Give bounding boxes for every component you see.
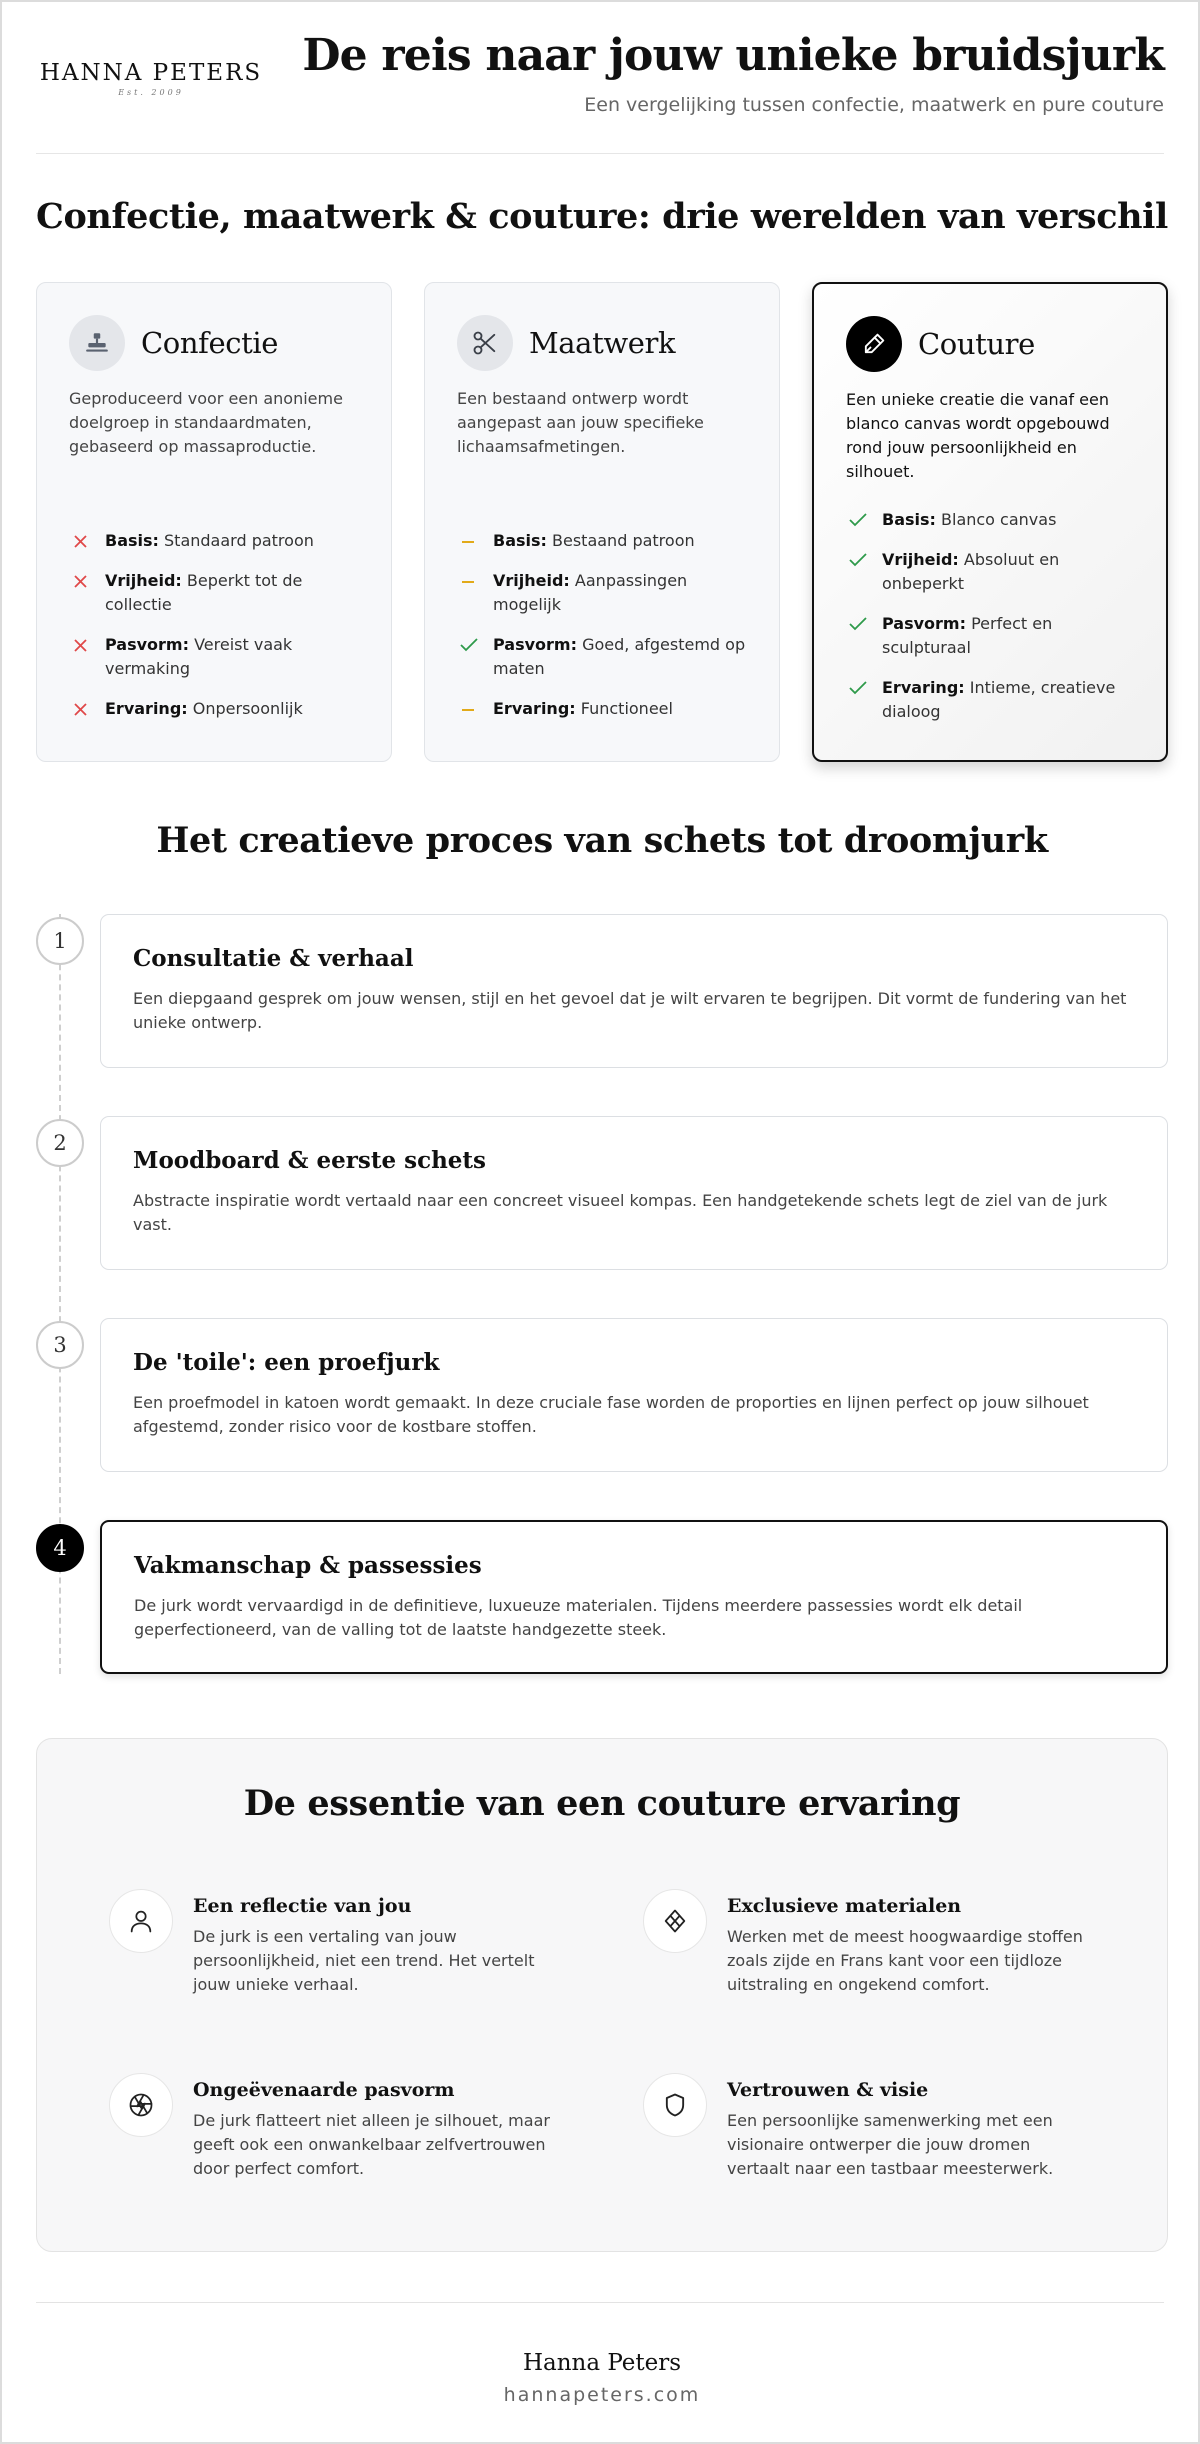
aperture-icon — [109, 2073, 173, 2137]
card-header — [69, 315, 278, 371]
page-title: De reis naar jouw unieke bruidsjurk — [302, 30, 1164, 81]
feature-label: Pasvorm: — [882, 614, 966, 633]
feature-label: Basis: — [493, 531, 547, 550]
step-title: De 'toile': een proefjurk — [133, 1349, 440, 1376]
essence-item-text: De jurk is een vertaling van jouw persoonlijkheid, niet een trend. Het vertelt jouw unieke verhaal. — [193, 1927, 535, 1994]
dash-icon — [457, 529, 481, 553]
check-icon — [846, 676, 870, 700]
feature-label: Vrijheid: — [493, 571, 570, 590]
feature-item — [69, 569, 371, 617]
feature-text: Standaard patroon — [164, 531, 314, 550]
feature-item — [457, 529, 759, 553]
feature-text: Blanco canvas — [941, 510, 1057, 529]
card-description: Geproduceerd voor een anonieme doelgroep in standaardmaten, gebaseerd op massaproductie. — [69, 389, 343, 456]
process-title: Het creatieve proces van schets tot droomjurk — [156, 820, 1048, 861]
step-title: Moodboard & eerste schets — [133, 1147, 487, 1174]
page-subtitle: Een vergelijking tussen confectie, maatwerk en pure couture — [584, 94, 1164, 116]
card-header — [846, 316, 1035, 372]
step-text: Een diepgaand gesprek om jouw wensen, stijl en het gevoel dat je wilt ervaren te begrijpen. Dit vormt de fundering van het unieke ontwerp. — [133, 989, 1127, 1032]
header — [36, 2, 1164, 154]
scissors-icon — [457, 315, 513, 371]
feature-text: Absoluut en onbeperkt — [882, 550, 1060, 593]
card-couture — [812, 282, 1168, 762]
pen-nib-icon — [846, 316, 902, 372]
check-icon — [846, 508, 870, 532]
brand-logo[interactable] — [36, 60, 266, 97]
feature-label: Basis: — [882, 510, 936, 529]
feature-text: Aanpassingen mogelijk — [493, 571, 688, 614]
footer-divider — [36, 2302, 1164, 2303]
feature-item — [846, 508, 1146, 532]
mannequin-stand-icon — [69, 315, 125, 371]
feature-text: Goed, afgestemd op maten — [493, 635, 746, 678]
step-title: Consultatie & verhaal — [133, 945, 414, 972]
feature-item — [69, 633, 371, 681]
step-text: Een proefmodel in katoen wordt gemaakt. In deze cruciale fase worden de proporties en lijnen perfect op jouw silhouet afgestemd, zonder risico voor de kostbare stoffen. — [133, 1393, 1089, 1436]
check-icon — [457, 633, 481, 657]
feature-label: Ervaring: — [882, 678, 965, 697]
footer-brand-name: Hanna Peters — [522, 2350, 682, 2376]
brand-name: HANNA PETERS — [39, 60, 263, 86]
card-title: Maatwerk — [529, 326, 676, 360]
step-number-active: 4 — [36, 1524, 84, 1572]
step-text: Abstracte inspiratie wordt vertaald naar een concreet visueel kompas. Een handgetekende schets legt de ziel van de jurk vast. — [133, 1191, 1108, 1234]
step-card — [100, 1318, 1168, 1472]
card-header — [457, 315, 675, 371]
feature-item — [457, 633, 759, 681]
brand-established: Est. 2009 — [118, 88, 184, 97]
gem-icon — [643, 1889, 707, 1953]
feature-label: Pasvorm: — [105, 635, 189, 654]
essence-title: De essentie van een couture ervaring — [243, 1783, 961, 1824]
card-description: Een unieke creatie die vanaf een blanco canvas wordt opgebouwd rond jouw persoonlijkheid en silhouet. — [846, 390, 1110, 481]
essence-item-title: Ongeëvenaarde pasvorm — [193, 2079, 455, 2101]
essence-item-text: Werken met de meest hoogwaardige stoffen zoals zijde en Frans kant voor een tijdloze uitstraling en ongekend comfort. — [727, 1927, 1083, 1994]
feature-text: Functioneel — [580, 699, 673, 718]
cross-icon — [69, 529, 93, 553]
dash-icon — [457, 569, 481, 593]
feature-item — [69, 529, 371, 553]
step-number: 3 — [36, 1321, 84, 1369]
cross-icon — [69, 697, 93, 721]
feature-list — [457, 529, 759, 737]
feature-text: Intieme, creatieve dialoog — [882, 678, 1116, 721]
feature-list — [846, 508, 1146, 740]
essence-item-title: Vertrouwen & visie — [727, 2079, 929, 2101]
feature-text: Bestaand patroon — [552, 531, 695, 550]
step-number: 1 — [36, 917, 84, 965]
feature-label: Vrijheid: — [882, 550, 959, 569]
feature-text: Vereist vaak vermaking — [105, 635, 293, 678]
feature-list — [69, 529, 371, 737]
essence-item-text: De jurk flatteert niet alleen je silhouet, maar geeft ook een onwankelbaar zelfvertrouwen door perfect comfort. — [193, 2111, 550, 2178]
feature-text: Beperkt tot de collectie — [105, 571, 303, 614]
feature-item — [846, 676, 1146, 724]
feature-label: Vrijheid: — [105, 571, 182, 590]
feature-item — [457, 697, 759, 721]
feature-label: Ervaring: — [493, 699, 576, 718]
card-description: Een bestaand ontwerp wordt aangepast aan jouw specifieke lichaamsafmetingen. — [457, 389, 704, 456]
essence-item-title: Exclusieve materialen — [727, 1895, 962, 1917]
step-number: 2 — [36, 1119, 84, 1167]
feature-item — [846, 548, 1146, 596]
card-title: Couture — [918, 327, 1035, 361]
feature-label: Basis: — [105, 531, 159, 550]
step-text: De jurk wordt vervaardigd in de definitieve, luxueuze materialen. Tijdens meerdere passessies wordt elk detail geperfectioneerd, van de valling tot de laatste handgezette steek. — [134, 1596, 1023, 1639]
footer-website-link[interactable]: hannapeters.com — [503, 2384, 701, 2406]
feature-label: Pasvorm: — [493, 635, 577, 654]
card-title: Confectie — [141, 326, 278, 360]
cross-icon — [69, 633, 93, 657]
check-icon — [846, 548, 870, 572]
shield-icon — [643, 2073, 707, 2137]
comparison-title: Confectie, maatwerk & couture: drie werelden van verschil — [36, 196, 1168, 237]
feature-text: Perfect en sculpturaal — [882, 614, 1053, 657]
step-card-active — [100, 1520, 1168, 1674]
step-title: Vakmanschap & passessies — [134, 1552, 482, 1579]
user-icon — [109, 1889, 173, 1953]
card-confectie — [36, 282, 392, 762]
dash-icon — [457, 697, 481, 721]
feature-label: Ervaring: — [105, 699, 188, 718]
feature-item — [846, 612, 1146, 660]
cross-icon — [69, 569, 93, 593]
feature-text: Onpersoonlijk — [192, 699, 303, 718]
feature-item — [69, 697, 371, 721]
step-card — [100, 914, 1168, 1068]
feature-item — [457, 569, 759, 617]
check-icon — [846, 612, 870, 636]
essence-item-title: Een reflectie van jou — [193, 1895, 412, 1917]
essence-item-text: Een persoonlijke samenwerking met een visionaire ontwerper die jouw dromen vertaalt naar een tastbaar meesterwerk. — [727, 2111, 1054, 2178]
step-card — [100, 1116, 1168, 1270]
essence-panel — [36, 1738, 1168, 2252]
card-maatwerk — [424, 282, 780, 762]
